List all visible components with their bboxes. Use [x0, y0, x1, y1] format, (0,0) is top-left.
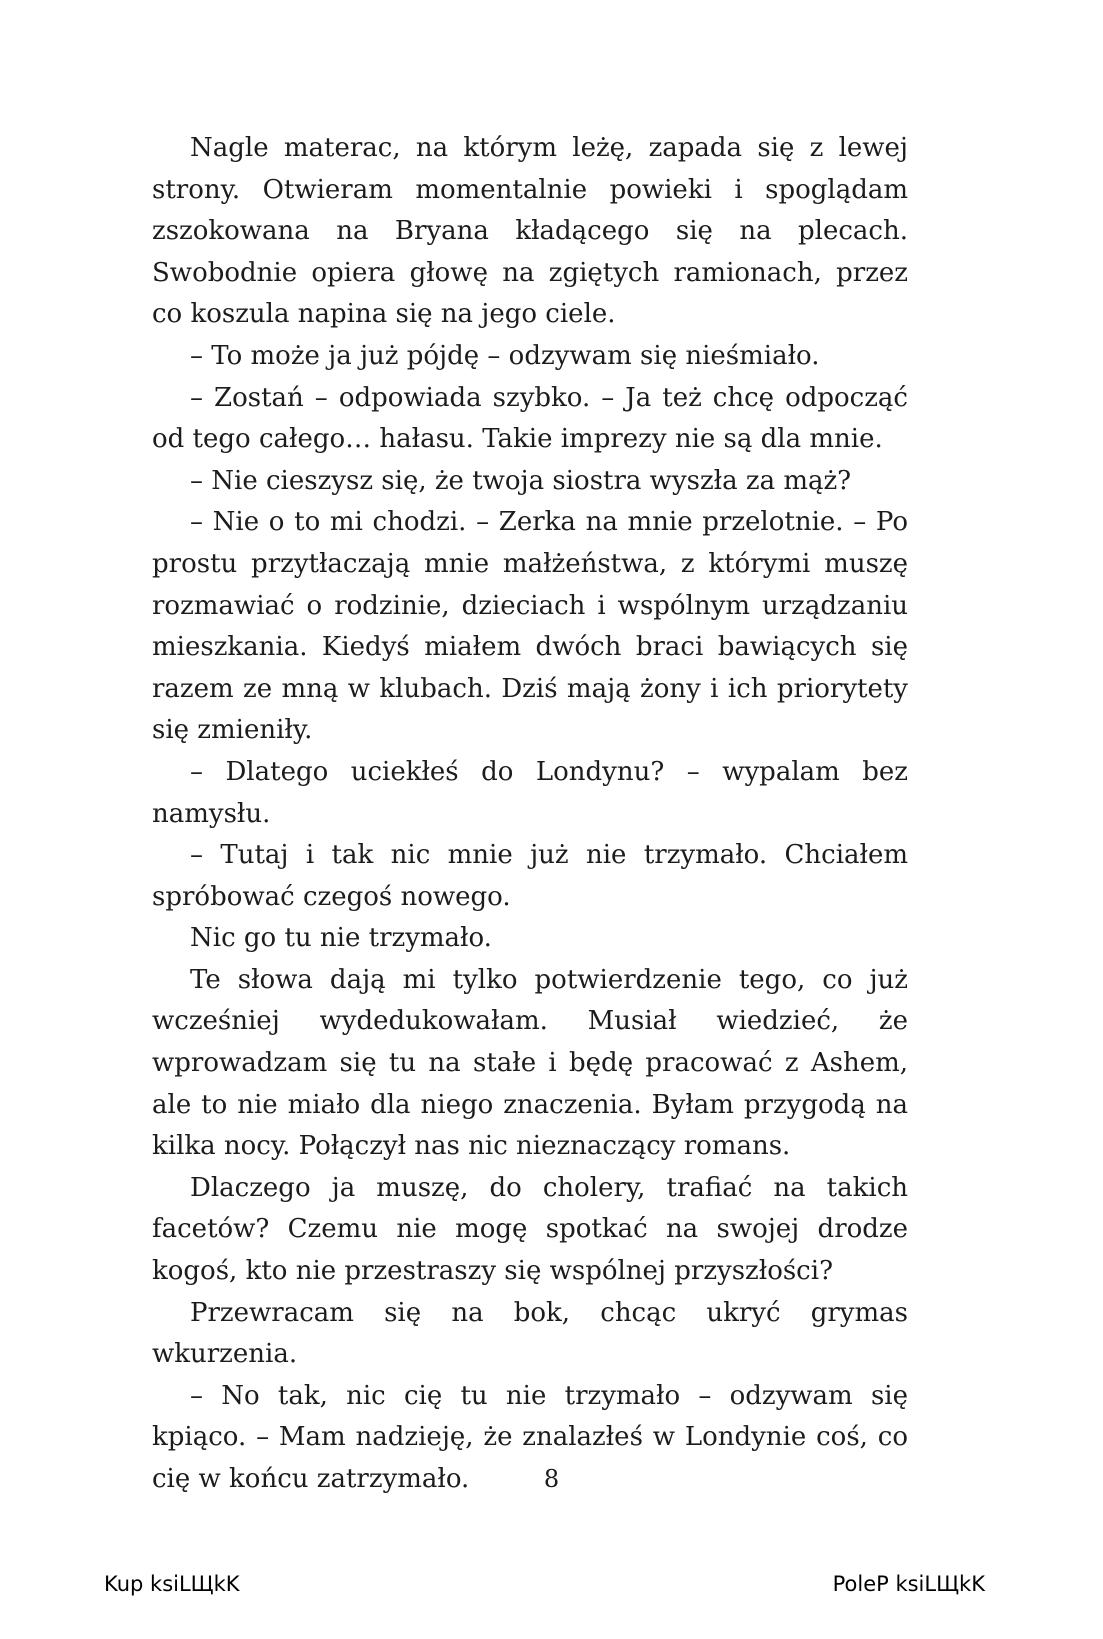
paragraph: Przewracam się na bok, chcąc ukryć grymas wkurzenia.	[152, 1297, 908, 1370]
paragraph: – Tutaj i tak nic mnie już nie trzymało. Chciałem spróbować czegoś nowego.	[152, 840, 908, 912]
paragraph: – Zostań – odpowiada szybko. – Ja też chcę odpocząć od tego całego… hałasu. Takie imprezy nie są dla mnie.	[152, 382, 908, 455]
paragraph: – Nie o to mi chodzi. – Zerka na mnie przelotnie. – Po prostu przytłaczają mnie małżeństwa, z którymi muszę rozmawiać o rodzinie, dzieciach i wspólnym urządzaniu mieszkania. Kiedyś miałem dwóch braci bawiących się razem ze mną w klubach. Dziś mają żony i ich priorytety się zmieniły.	[152, 507, 908, 746]
paragraph: – Nie cieszysz się, że twoja siostra wyszła za mąż?	[190, 465, 852, 496]
page-number: 8	[543, 1465, 560, 1493]
buy-book-link[interactable]: Kup ksiLЩkK	[104, 1572, 240, 1596]
paragraph: Nagle materac, na którym leżę, zapada się z lewej strony. Otwieram momentalnie powieki i spoglądam zszokowana na Bryana kładącego się na plecach. Swobodnie opiera głowę na zgiętych ramionach, przez co koszula napina się na jego ciele.	[152, 133, 908, 330]
paragraph: – Dlatego uciekłeś do Londynu? – wypalam bez namysłu.	[152, 756, 908, 829]
paragraph: – To może ja już pójdę – odzywam się nieśmiało.	[190, 340, 820, 371]
recommend-book-link[interactable]: PoleP ksiLЩkK	[832, 1572, 985, 1596]
paragraph: Nic go tu nie trzymało.	[190, 923, 492, 954]
page-body	[152, 128, 908, 1501]
paragraph: Dlaczego ja muszę, do cholery, trafiać na takich facetów? Czemu nie mogę spotkać na swojej drodze kogoś, kto nie przestraszy się wspólnej przyszłości?	[152, 1172, 908, 1287]
paragraph: – No tak, nic cię tu nie trzymało – odzywam się kpiąco. – Mam nadzieję, że znalazłeś w Londynie coś, co cię w końcu zatrzymało.	[152, 1380, 908, 1494]
paragraph: Te słowa dają mi tylko potwierdzenie tego, co już wcześniej wydedukowałam. Musiał wiedzieć, że wprowadzam się tu na stałe i będę pracować z Ashem, ale to nie miało dla niego znaczenia. Byłam przygodą na kilka nocy. Połączył nas nic nieznaczący romans.	[152, 964, 908, 1162]
